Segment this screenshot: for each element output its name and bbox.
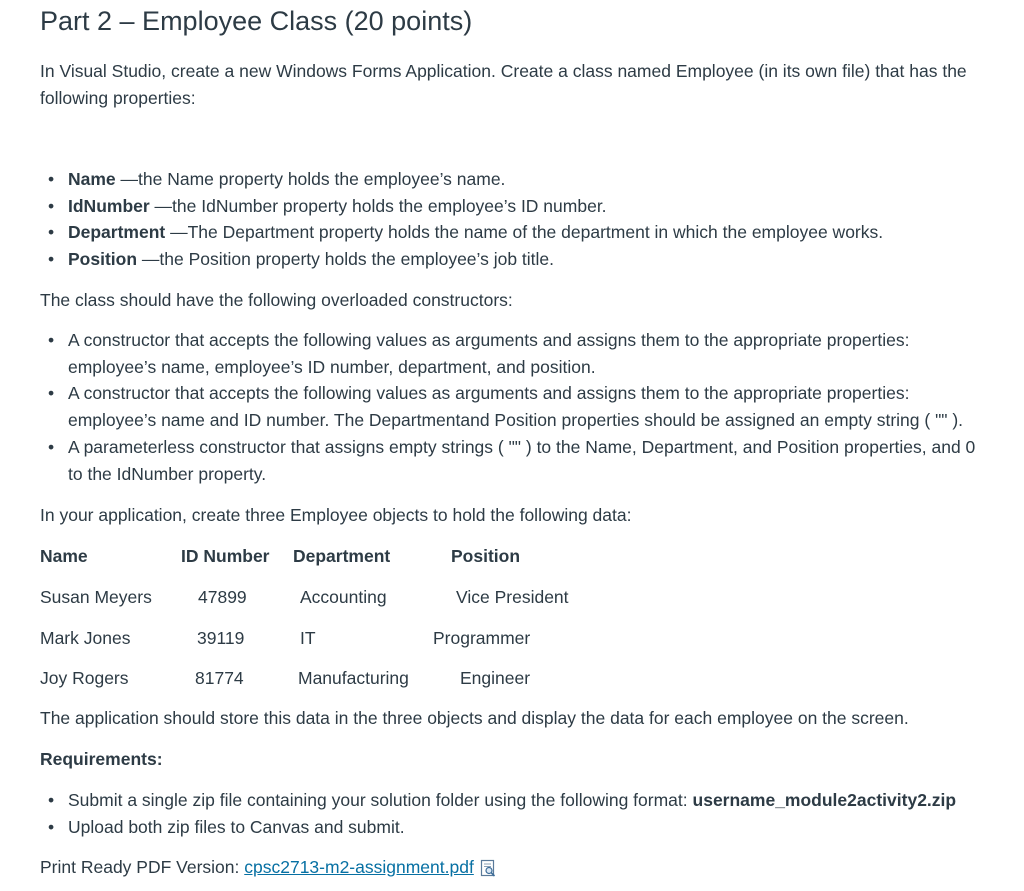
requirements-heading-text: Requirements: [40, 749, 163, 769]
intro-paragraph [40, 58, 967, 112]
property-name: Position [68, 249, 138, 270]
list-item [40, 380, 1010, 433]
property-desc: —The Department property holds the name of the department in which the employee works. [165, 222, 884, 243]
table-cell-department: Manufacturing [298, 668, 409, 688]
intro-line-1: In Visual Studio, create a new Windows Forms Application. Create a class named Employee (in its own file) that has the [40, 61, 967, 81]
constructor-line: A constructor that accepts the following values as arguments and assigns them to the appropriate properties: [68, 330, 910, 350]
requirement-text: Upload both zip files to Canvas and submit. [68, 816, 405, 837]
bullet-icon: • [48, 330, 55, 350]
pdf-link[interactable]: cpsc2713-m2-assignment.pdf [244, 857, 474, 877]
list-item [40, 814, 1010, 841]
property-desc: —the Position property holds the employee’s job title. [137, 249, 555, 270]
store-text: The application should store this data in the three objects and display the data for each employee on the screen. [40, 708, 909, 728]
constructor-line: employee’s name, employee’s ID number, department, and position. [68, 356, 596, 377]
property-name: Name [68, 169, 116, 189]
bullet-icon: • [48, 790, 55, 810]
table-cell-id: 81774 [195, 668, 244, 688]
page-title: Part 2 – Employee Class (20 points) [40, 6, 473, 36]
requirements-list [40, 787, 1010, 840]
table-cell-name: Susan Meyers [40, 587, 152, 607]
requirement-text: Submit a single zip file containing your solution folder using the following format: [68, 790, 693, 810]
constructor-line: employee’s name and ID number. The Departmentand Position properties should be assigned an empty string ( "" ). [68, 410, 964, 431]
bullet-icon: • [48, 222, 55, 243]
constructors-list [40, 327, 1010, 487]
bullet-icon: • [48, 249, 55, 270]
bullet-icon: • [48, 436, 55, 457]
list-item [40, 219, 1010, 246]
bullet-icon: • [48, 816, 55, 837]
requirements-heading [40, 746, 163, 773]
print-ready-line [40, 854, 496, 885]
property-name: Department [68, 222, 166, 243]
constructor-line: A constructor that accepts the following values as arguments and assigns them to the appropriate properties: [68, 383, 910, 404]
constructors-intro: The class should have the following overloaded constructors: [40, 290, 513, 310]
bullet-icon: • [48, 169, 55, 189]
list-item [40, 246, 1010, 273]
table-cell-name: Joy Rogers [40, 668, 129, 688]
intro-line-2: following properties: [40, 88, 196, 108]
list-item [40, 787, 1010, 814]
constructor-line: A parameterless constructor that assigns empty strings ( "" ) to the Name, Department, and Position properties, and 0 [68, 436, 976, 457]
table-cell-department: IT [300, 628, 316, 648]
table-cell-position: Vice President [456, 587, 569, 607]
constructor-line: to the IdNumber property. [68, 463, 267, 484]
property-desc: —the IdNumber property holds the employee’s ID number. [149, 195, 607, 216]
table-cell-department: Accounting [300, 587, 387, 607]
requirement-filename: username_module2activity2.zip [692, 790, 957, 810]
bullet-icon: • [48, 195, 55, 216]
table-cell-position: Engineer [460, 668, 531, 688]
header-department: Department [293, 546, 391, 566]
header-name: Name [40, 546, 88, 566]
table-cell-position: Programmer [433, 628, 531, 648]
list-item [40, 193, 1010, 220]
properties-list [40, 166, 1010, 273]
list-item [40, 434, 1010, 487]
objects-intro: In your application, create three Employee objects to hold the following data: [40, 505, 632, 525]
table-cell-id: 39119 [197, 628, 245, 648]
property-name: IdNumber [68, 195, 150, 216]
header-position: Position [451, 546, 521, 566]
header-id: ID Number [181, 546, 270, 566]
list-item [40, 166, 1010, 193]
property-desc: —the Name property holds the employee’s name. [115, 169, 506, 189]
table-cell-name: Mark Jones [40, 628, 131, 648]
table-cell-id: 47899 [198, 587, 247, 607]
bullet-icon: • [48, 383, 55, 404]
print-label: Print Ready PDF Version: [40, 857, 245, 877]
list-item [40, 327, 1010, 380]
document-preview-icon[interactable] [480, 858, 496, 885]
